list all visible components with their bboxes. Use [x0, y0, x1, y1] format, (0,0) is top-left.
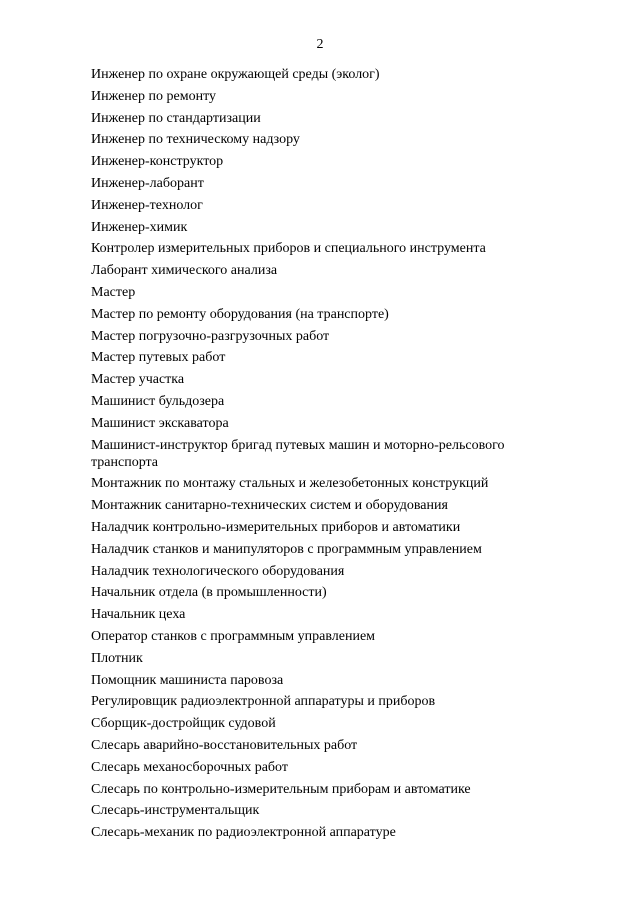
- list-item: Сборщик-достройщик судовой: [91, 716, 276, 732]
- list-item: Слесарь по контрольно-измерительным приборам и автоматике: [91, 781, 471, 797]
- list-item: Помощник машиниста паровоза: [91, 672, 284, 688]
- list-item: Регулировщик радиоэлектронной аппаратуры и приборов: [91, 694, 436, 710]
- list-item: Машинист-инструктор бригад путевых машин и моторно-рельсового транспорта: [91, 437, 505, 470]
- list-item: Оператор станков с программным управлением: [91, 628, 376, 644]
- list-item: Машинист экскаватора: [91, 415, 229, 431]
- list-item: Инженер-конструктор: [91, 154, 224, 170]
- list-item: Наладчик технологического оборудования: [91, 563, 345, 579]
- list-item: Инженер-химик: [91, 219, 188, 235]
- list-item: Мастер по ремонту оборудования (на транспорте): [91, 306, 389, 322]
- profession-list: [91, 66, 541, 846]
- list-item: Инженер по ремонту: [91, 88, 217, 104]
- list-item: Лаборант химического анализа: [91, 263, 278, 279]
- list-item: Мастер погрузочно-разгрузочных работ: [91, 328, 330, 344]
- list-item: Монтажник по монтажу стальных и железобетонных конструкций: [91, 476, 489, 492]
- list-item: Наладчик контрольно-измерительных приборов и автоматики: [91, 519, 461, 535]
- list-item: Слесарь-механик по радиоэлектронной аппаратуре: [91, 825, 396, 841]
- list-item: Мастер: [91, 284, 136, 300]
- list-item: Машинист бульдозера: [91, 393, 225, 409]
- list-item: Инженер-технолог: [91, 197, 203, 213]
- list-item: Слесарь аварийно-восстановительных работ: [91, 737, 358, 753]
- list-item: Инженер по техническому надзору: [91, 132, 300, 148]
- list-item: Мастер участка: [91, 372, 185, 388]
- list-item: Монтажник санитарно-технических систем и оборудования: [91, 498, 448, 514]
- list-item: Плотник: [91, 650, 143, 666]
- page-number: 2: [316, 37, 324, 52]
- list-item: Мастер путевых работ: [91, 350, 226, 366]
- list-item: Начальник отдела (в промышленности): [91, 585, 327, 601]
- list-item: Инженер по охране окружающей среды (эколог): [91, 67, 380, 82]
- list-item: Инженер-лаборант: [91, 175, 204, 191]
- list-item: Слесарь-инструментальщик: [91, 803, 260, 819]
- list-item: Контролер измерительных приборов и специального инструмента: [91, 241, 486, 257]
- list-item: Инженер по стандартизации: [91, 110, 261, 126]
- list-item: Наладчик станков и манипуляторов с программным управлением: [91, 541, 482, 557]
- list-item: Начальник цеха: [91, 607, 186, 623]
- list-item: Слесарь механосборочных работ: [91, 759, 288, 775]
